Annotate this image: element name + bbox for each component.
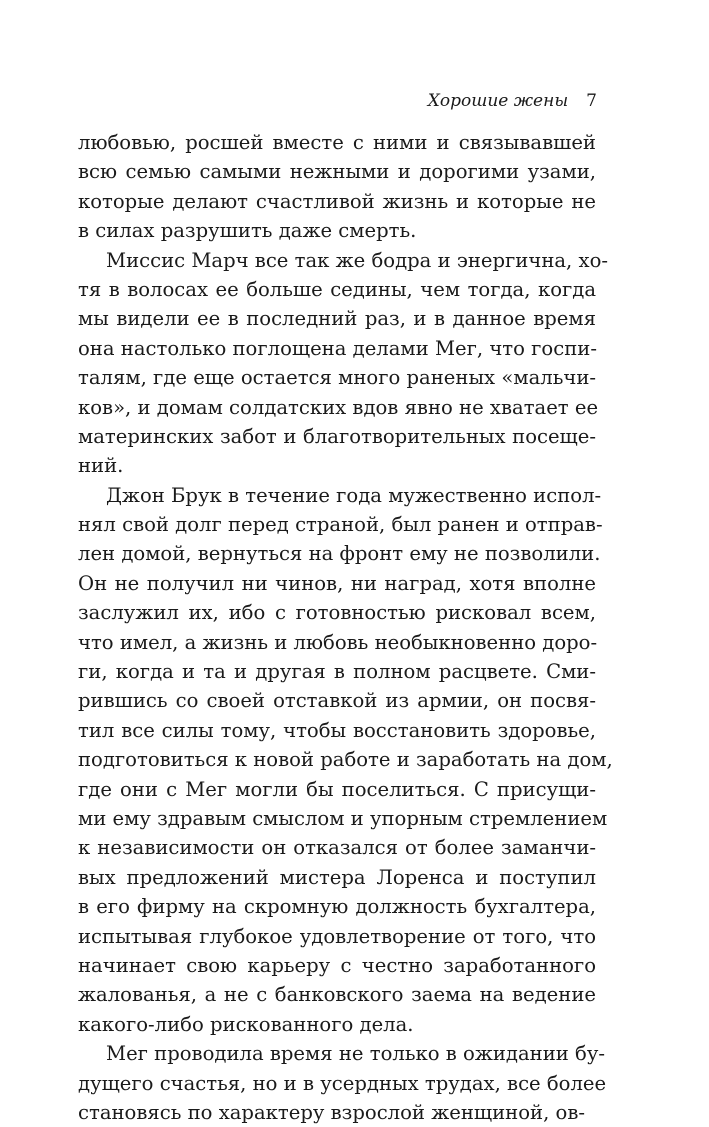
text-line: тя в волосах ее больше седины, чем тогда, когда	[78, 277, 596, 301]
text-line: лен домой, вернуться на фронт ему не позволили.	[78, 542, 601, 566]
paragraph	[78, 246, 608, 481]
text-line: талям, где еще остается много раненых «мальчи-	[78, 366, 596, 390]
text-line: любовью, росшей вместе с ними и связывавшей	[78, 131, 596, 154]
text-line: всю семью самыми нежными и дорогими узами,	[78, 160, 596, 184]
text-line: мы видели ее в последний раз, и в данное время	[78, 307, 596, 331]
paragraph	[78, 481, 613, 1039]
text-line: которые делают счастливой жизнь и которые не	[78, 189, 596, 213]
text-line: заслужил их, ибо с готовностью рисковал всем,	[78, 601, 596, 625]
paragraph	[78, 128, 596, 246]
text-line: ми ему здравым смыслом и упорным стремлением	[78, 806, 608, 830]
text-line: начинает свою карьеру с честно заработанного	[78, 953, 596, 977]
text-line: Джон Брук в течение года мужественно испол-	[106, 483, 602, 507]
text-line: ги, когда и та и другая в полном расцвете. Сми-	[78, 660, 596, 684]
text-line: вых предложений мистера Лоренса и поступил	[78, 865, 596, 889]
paragraph	[78, 1039, 607, 1127]
text-line: тил все силы тому, чтобы восстановить здоровье,	[78, 718, 596, 742]
book-title: Хорошие жены	[427, 91, 569, 111]
text-line: Мег проводила время не только в ожидании бу-	[106, 1042, 605, 1066]
text-line: Он не получил ни чинов, ни наград, хотя вполне	[78, 571, 596, 595]
text-line: какого-либо рискованного дела.	[78, 1012, 414, 1036]
text-line: нял свой долг перед страной, был ранен и отправ-	[78, 513, 603, 537]
text-line: становясь по характеру взрослой женщиной, ов-	[78, 1100, 585, 1124]
running-header	[428, 90, 597, 112]
text-line: что имел, а жизнь и любовь необыкновенно доро-	[78, 630, 598, 654]
text-line: к независимости он отказался от более заманчи-	[78, 836, 596, 860]
text-line: в его фирму на скромную должность бухгалтера,	[78, 895, 596, 919]
page-number: 7	[586, 91, 597, 111]
text-line: она настолько поглощена делами Мег, что госпи-	[78, 336, 597, 360]
text-line: жалованья, а не с банковского заема на ведение	[78, 983, 596, 1007]
text-line: рившись со своей отставкой из армии, он посвя-	[78, 689, 596, 713]
text-line: подготовиться к новой работе и заработать на дом,	[78, 748, 613, 772]
text-line: где они с Мег могли бы поселиться. С присущи-	[78, 777, 596, 801]
text-line: Миссис Марч все так же бодра и энергична, хо-	[106, 248, 608, 272]
text-line: в силах разрушить даже смерть.	[78, 219, 417, 243]
text-line: дущего счастья, но и в усердных трудах, все более	[78, 1071, 607, 1095]
text-line: материнских забот и благотворительных посеще-	[78, 424, 596, 448]
text-line: ний.	[78, 454, 124, 478]
text-line: ков», и домам солдатских вдов явно не хватает ее	[78, 395, 599, 419]
text-line: испытывая глубокое удовлетворение от того, что	[78, 924, 596, 948]
page-body	[78, 128, 613, 1127]
